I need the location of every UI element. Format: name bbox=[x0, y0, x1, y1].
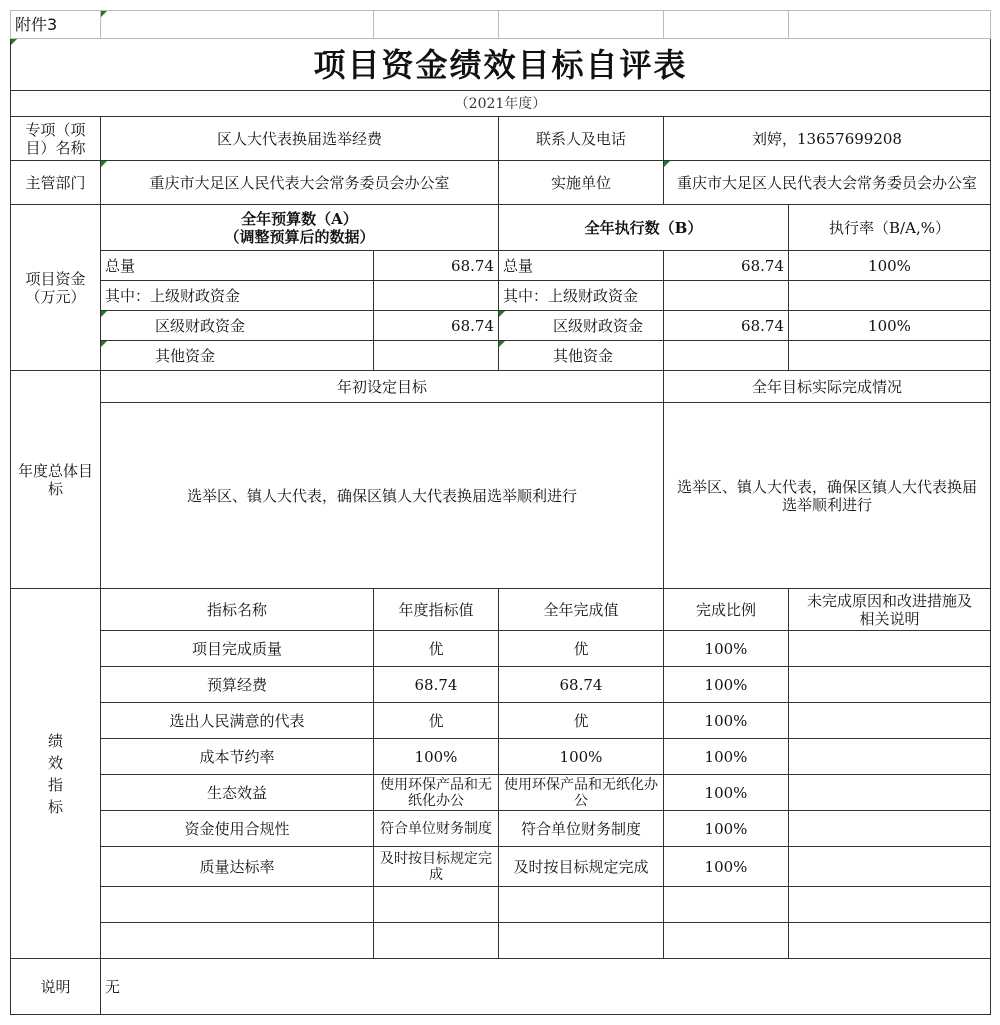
other-exec-label: 其他资金 bbox=[499, 341, 664, 371]
contact-label: 联系人及电话 bbox=[499, 117, 664, 161]
total-budget-value: 68.74 bbox=[374, 251, 499, 281]
indicator-target: 符合单位财务制度 bbox=[374, 811, 499, 847]
indicator-actual: 100% bbox=[499, 739, 664, 775]
explain-label: 说明 bbox=[11, 959, 101, 1015]
indicator-name: 预算经费 bbox=[101, 667, 374, 703]
table-row bbox=[11, 847, 991, 887]
upper-budget-value bbox=[374, 281, 499, 311]
indicator-target: 100% bbox=[374, 739, 499, 775]
contact-value: 刘婷，13657699208 bbox=[664, 117, 991, 161]
upper-budget-label: 其中：上级财政资金 bbox=[101, 281, 374, 311]
district-exec-value: 68.74 bbox=[664, 311, 789, 341]
indicator-actual-header: 全年完成值 bbox=[499, 589, 664, 631]
implementer-label: 实施单位 bbox=[499, 161, 664, 205]
empty-row bbox=[11, 923, 991, 959]
indicator-name: 生态效益 bbox=[101, 775, 374, 811]
rate-header: 执行率（B/A,%） bbox=[789, 205, 991, 251]
district-budget-label: 区级财政资金 bbox=[101, 311, 374, 341]
indicator-reason bbox=[789, 847, 991, 887]
indicator-reason bbox=[789, 739, 991, 775]
other-exec-value bbox=[664, 341, 789, 371]
year-label: （2021年度） bbox=[11, 91, 991, 117]
upper-rate-value bbox=[789, 281, 991, 311]
district-exec-label: 区级财政资金 bbox=[499, 311, 664, 341]
other-budget-label: 其他资金 bbox=[101, 341, 374, 371]
indicator-name: 项目完成质量 bbox=[101, 631, 374, 667]
evaluation-table bbox=[10, 10, 991, 1015]
performance-label bbox=[11, 589, 101, 959]
exec-header: 全年执行数（B） bbox=[499, 205, 789, 251]
explain-value: 无 bbox=[101, 959, 991, 1015]
other-budget-value bbox=[374, 341, 499, 371]
indicator-actual: 68.74 bbox=[499, 667, 664, 703]
project-name-value: 区人大代表换届选举经费 bbox=[101, 117, 499, 161]
actual-goal-header: 全年目标实际完成情况 bbox=[664, 371, 991, 403]
indicator-ratio: 100% bbox=[664, 811, 789, 847]
project-name-label: 专项（项目）名称 bbox=[11, 117, 101, 161]
indicator-ratio: 100% bbox=[664, 739, 789, 775]
table-row bbox=[11, 631, 991, 667]
indicator-name: 资金使用合规性 bbox=[101, 811, 374, 847]
indicator-ratio: 100% bbox=[664, 631, 789, 667]
budget-header bbox=[101, 205, 499, 251]
table-row bbox=[11, 739, 991, 775]
indicator-name-header: 指标名称 bbox=[101, 589, 374, 631]
indicator-target: 使用环保产品和无纸化办公 bbox=[374, 775, 499, 811]
indicator-actual: 符合单位财务制度 bbox=[499, 811, 664, 847]
indicator-target: 及时按目标规定完成 bbox=[374, 847, 499, 887]
dept-value: 重庆市大足区人民代表大会常务委员会办公室 bbox=[101, 161, 499, 205]
indicator-target: 优 bbox=[374, 631, 499, 667]
indicator-ratio: 100% bbox=[664, 667, 789, 703]
total-exec-value: 68.74 bbox=[664, 251, 789, 281]
district-rate-value: 100% bbox=[789, 311, 991, 341]
indicator-target: 68.74 bbox=[374, 667, 499, 703]
indicator-reason bbox=[789, 667, 991, 703]
actual-goal-value: 选举区、镇人大代表，确保区镇人大代表换届选举顺利进行 bbox=[664, 403, 991, 589]
indicator-ratio: 100% bbox=[664, 775, 789, 811]
indicator-name: 成本节约率 bbox=[101, 739, 374, 775]
initial-goal-value: 选举区、镇人大代表，确保区镇人大代表换届选举顺利进行 bbox=[101, 403, 664, 589]
indicator-target: 优 bbox=[374, 703, 499, 739]
indicator-name: 选出人民满意的代表 bbox=[101, 703, 374, 739]
budget-header-line1: 全年预算数（A） bbox=[241, 209, 358, 228]
indicator-name: 质量达标率 bbox=[101, 847, 374, 887]
table-row bbox=[11, 703, 991, 739]
initial-goal-header: 年初设定目标 bbox=[101, 371, 664, 403]
other-rate-value bbox=[789, 341, 991, 371]
implementer-value: 重庆市大足区人民代表大会常务委员会办公室 bbox=[664, 161, 991, 205]
table-row bbox=[11, 811, 991, 847]
indicator-ratio-header: 完成比例 bbox=[664, 589, 789, 631]
indicator-target-header: 年度指标值 bbox=[374, 589, 499, 631]
indicator-actual: 优 bbox=[499, 631, 664, 667]
indicator-actual: 及时按目标规定完成 bbox=[499, 847, 664, 887]
empty-row bbox=[11, 887, 991, 923]
indicator-reason bbox=[789, 811, 991, 847]
annual-goal-label: 年度总体目标 bbox=[11, 371, 101, 589]
total-exec-label: 总量 bbox=[499, 251, 664, 281]
budget-header-line2: （调整预算后的数据） bbox=[224, 227, 375, 246]
total-budget-label: 总量 bbox=[101, 251, 374, 281]
dept-label: 主管部门 bbox=[11, 161, 101, 205]
page-title: 项目资金绩效目标自评表 bbox=[11, 39, 991, 91]
indicator-actual: 使用环保产品和无纸化办公 bbox=[499, 775, 664, 811]
upper-exec-value bbox=[664, 281, 789, 311]
attachment-label: 附件3 bbox=[11, 11, 101, 39]
performance-label-text: 绩效指标 bbox=[47, 731, 63, 816]
table-row bbox=[11, 775, 991, 811]
indicator-ratio: 100% bbox=[664, 703, 789, 739]
funds-label: 项目资金（万元） bbox=[11, 205, 101, 371]
table-row bbox=[11, 667, 991, 703]
indicator-actual: 优 bbox=[499, 703, 664, 739]
indicator-ratio: 100% bbox=[664, 847, 789, 887]
district-budget-value: 68.74 bbox=[374, 311, 499, 341]
indicator-reason bbox=[789, 775, 991, 811]
indicator-reason bbox=[789, 703, 991, 739]
total-rate-value: 100% bbox=[789, 251, 991, 281]
indicator-reason-header: 未完成原因和改进措施及相关说明 bbox=[789, 589, 991, 631]
upper-exec-label: 其中：上级财政资金 bbox=[499, 281, 664, 311]
indicator-reason bbox=[789, 631, 991, 667]
